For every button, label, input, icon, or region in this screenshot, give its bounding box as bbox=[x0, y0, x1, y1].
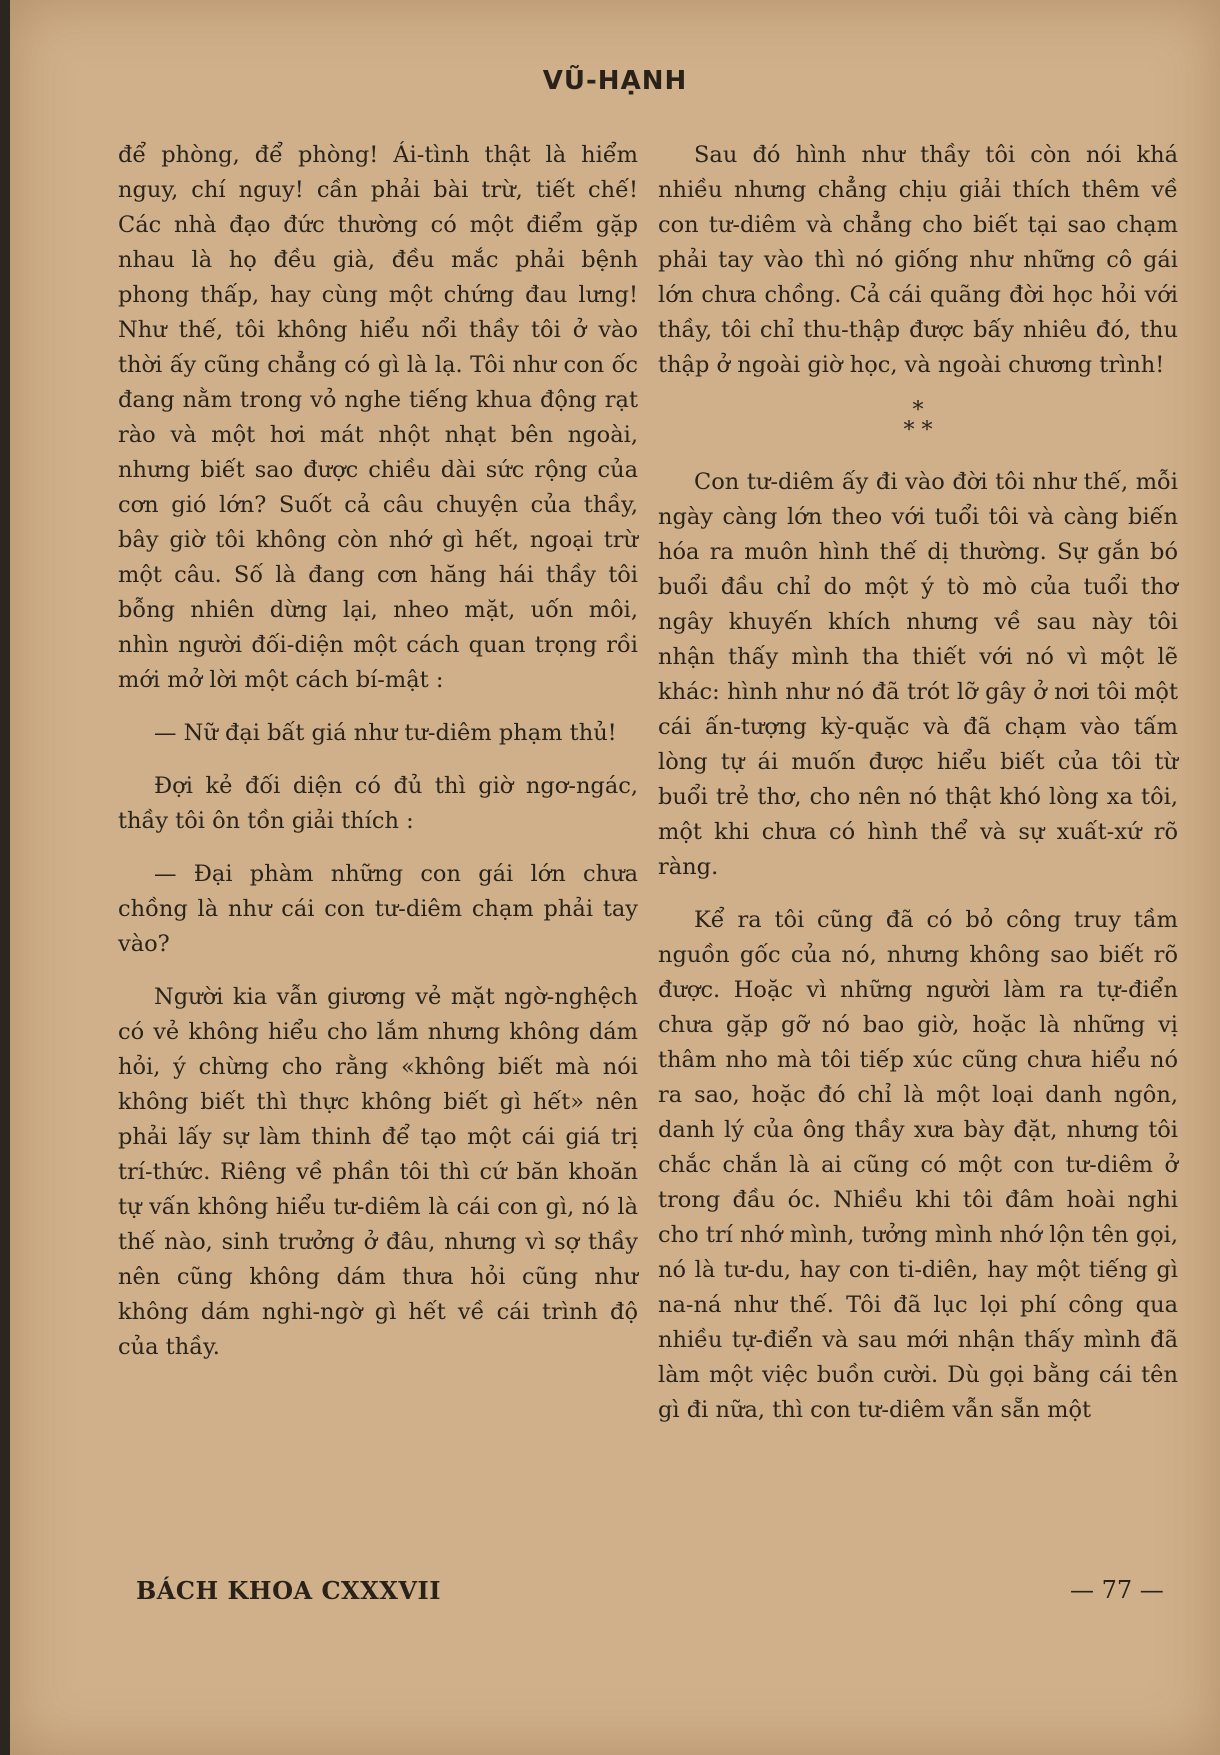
left-column bbox=[118, 138, 638, 1383]
magazine-page bbox=[10, 0, 1220, 1755]
paragraph: Kể ra tôi cũng đã có bỏ công truy tầm nguồn gốc của nó, nhưng không sao biết rõ được. Hoặc vì những người làm ra tự-điển chưa gặp gỡ nó bao giờ, hoặc là những vị thâm nho mà tôi tiếp xúc cũng chưa hiểu nó ra sao, hoặc đó chỉ là một loại danh ngôn, danh lý của ông thầy xưa bày đặt, nhưng tôi chắc chắn là ai cũng có một con tư-diêm ở trong đầu óc. Nhiều khi tôi đâm hoài nghi cho trí nhớ mình, tưởng mình nhớ lộn tên gọi, nó là tư-du, hay con ti-diên, hay một tiếng gì na-ná như thế. Tôi đã lục lọi phí công qua nhiều tự-điển và sau mới nhận thấy mình đã làm một việc buồn cười. Dù gọi bằng cái tên gì đi nữa, thì con tư-diêm vẫn sẵn một bbox=[658, 907, 1178, 1423]
section-separator: * * * bbox=[903, 398, 933, 443]
paragraph: — Nữ đại bất giá như tư-diêm phạm thủ! bbox=[154, 720, 617, 746]
paragraph: Người kia vẫn giương vẻ mặt ngờ-nghệch có vẻ không hiểu cho lắm nhưng không dám hỏi, ý chừng cho rằng «không biết mà nói không biết thì thực không biết gì hết» nên phải lấy sự làm thinh để tạo một cái giá trị trí-thức. Riêng về phần tôi thì cứ băn khoăn tự vấn không hiểu tư-diêm là cái con gì, nó là thế nào, sinh trưởng ở đâu, nhưng vì sợ thầy nên cũng không dám thưa hỏi cũng như không dám nghi-ngờ gì hết về cái trình độ của thầy. bbox=[118, 984, 638, 1360]
paragraph: Đợi kẻ đối diện có đủ thì giờ ngơ-ngác, thầy tôi ôn tồn giải thích : bbox=[118, 773, 638, 834]
paragraph: — Đại phàm những con gái lớn chưa chồng là như cái con tư-diêm chạm phải tay vào? bbox=[118, 861, 638, 957]
paragraph: để phòng, để phòng! Ái-tình thật là hiểm nguy, chí nguy! cần phải bài trừ, tiết chế! Các nhà đạo đức thường có một điểm gặp nhau là họ đều già, đều mắc phải bệnh phong thấp, hay cùng một chứng đau lưng! Như thế, tôi không hiểu nổi thầy tôi ở vào thời ấy cũng chẳng có gì là lạ. Tôi như con ốc đang nằm trong vỏ nghe tiếng khua động rạt rào và một hơi mát nhột nhạt bên ngoài, nhưng biết sao được chiều dài sức rộng của cơn gió lớn? Suốt cả câu chuyện của thầy, bây giờ tôi không còn nhớ gì hết, ngoại trừ một câu. Số là đang cơn hăng hái thầy tôi bỗng nhiên dừng lại, nheo mặt, uốn môi, nhìn người đối-diện một cách quan trọng rồi mới mở lời một cách bí-mật : bbox=[118, 142, 638, 693]
footer-magazine-title: BÁCH KHOA CXXXVII bbox=[136, 1576, 441, 1605]
paragraph: Con tư-diêm ấy đi vào đời tôi như thế, mỗi ngày càng lớn theo với tuổi tôi và càng biến hóa ra muôn hình thế dị thường. Sự gắn bó buổi đầu chỉ do một ý tò mò của tuổi thơ ngây khuyến khích nhưng về sau này tôi nhận thấy mình tha thiết với nó vì một lẽ khác: hình như nó đã trót lỡ gây ở nơi tôi một cái ấn-tượng kỳ-quặc và đã chạm vào tấm lòng tự ái muốn được hiểu biết của tôi từ buổi trẻ thơ, cho nên nó thật khó lòng xa tôi, một khi chưa có hình thể và sự xuất-xứ rõ ràng. bbox=[658, 469, 1178, 880]
paragraph: Sau đó hình như thầy tôi còn nói khá nhiều nhưng chẳng chịu giải thích thêm về con tư-diêm và chẳng cho biết tại sao chạm phải tay vào thì nó giống như những cô gái lớn chưa chồng. Cả cái quãng đời học hỏi với thầy, tôi chỉ thu-thập được bấy nhiêu đó, thu thập ở ngoài giờ học, và ngoài chương trình! bbox=[658, 142, 1178, 378]
footer-page-number: — 77 — bbox=[1070, 1576, 1164, 1604]
page-header-author: VŨ-HẠNH bbox=[542, 66, 688, 96]
right-column bbox=[658, 138, 1178, 1446]
